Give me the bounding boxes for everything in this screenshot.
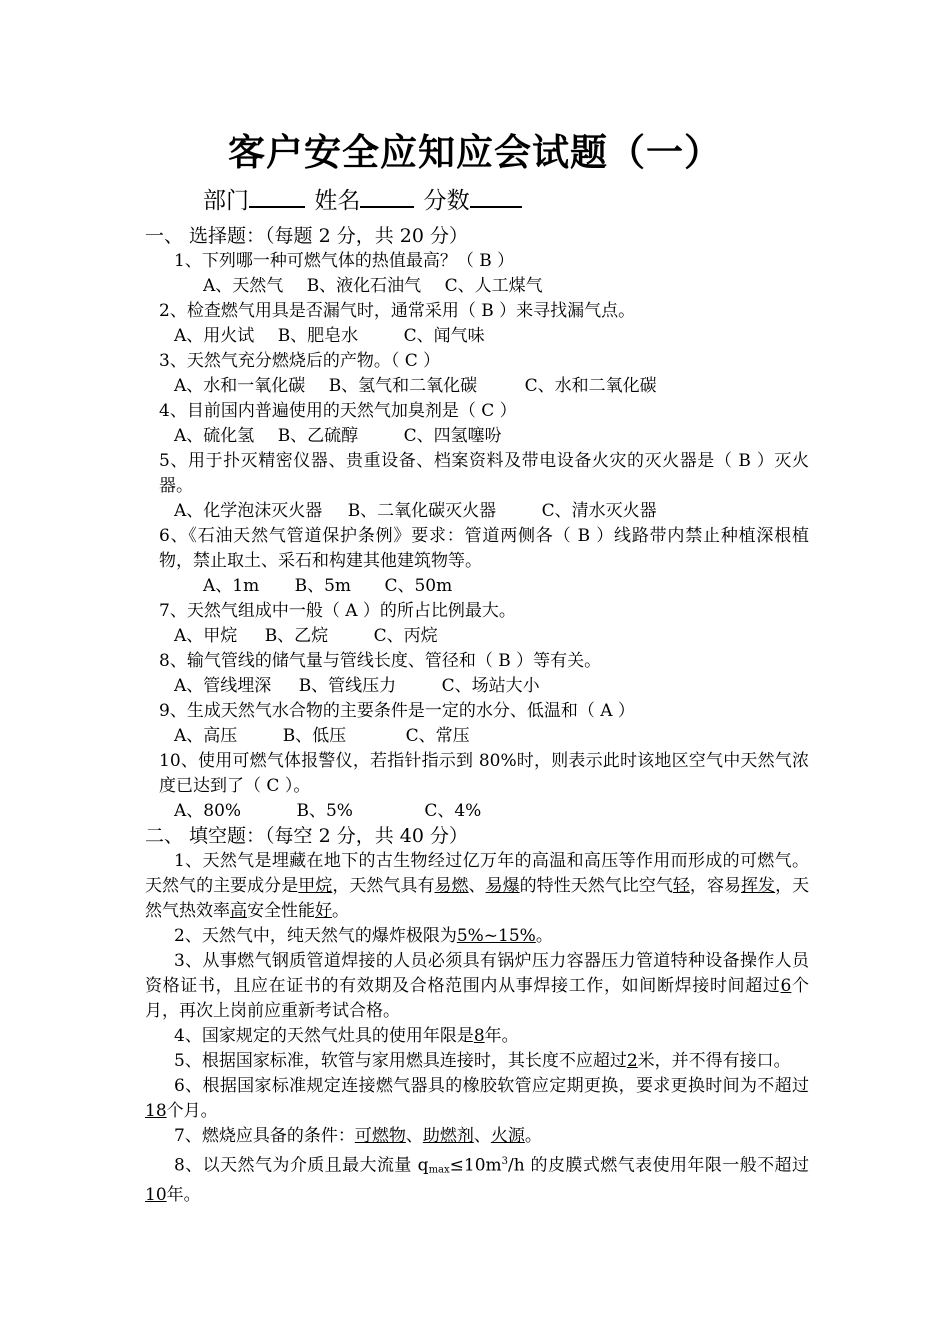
options-4 — [145, 424, 809, 449]
options-2 — [145, 324, 809, 349]
fill-question-3 — [145, 949, 809, 1024]
fill-question-6 — [145, 1074, 809, 1124]
text: 年。 — [166, 1184, 201, 1205]
option: C、丙烷 — [373, 626, 438, 646]
question-1: 1、下列哪一种可燃气体的热值最高？（ B ） — [174, 251, 515, 271]
option: A、高压 — [174, 726, 238, 746]
text: /h 的皮膜式燃气表使用年限一般不超过 — [508, 1155, 809, 1176]
text: 年。 — [484, 1026, 519, 1046]
section-heading-choice: 一、 选择题：（每题 2 分，共 20 分） — [145, 225, 468, 247]
option: A、化学泡沫灭火器 — [174, 501, 323, 521]
option: C、常压 — [405, 726, 470, 746]
options-7 — [145, 624, 809, 649]
answer-blank: 5%~15% — [456, 926, 536, 946]
text: 、 — [405, 1126, 423, 1146]
text: ≤10m — [449, 1155, 502, 1176]
text: 、 — [473, 1126, 491, 1146]
score-label: 分数 — [423, 188, 470, 214]
dept-blank[interactable] — [249, 184, 305, 208]
answer-blank: 好 — [315, 901, 332, 921]
option: A、水和一氧化碳 — [174, 376, 306, 396]
option: C、四氢噻吩 — [403, 426, 502, 446]
text: 2、天然气中，纯天然气的爆炸极限为 — [174, 926, 457, 946]
text: 。 — [524, 1126, 542, 1146]
question-3: 3、天然气充分燃烧后的产物。（ C ） — [159, 351, 441, 371]
dept-label: 部门 — [203, 188, 249, 214]
text: 个月。 — [166, 1101, 218, 1121]
text: 5、根据国家标准，软管与家用燃具连接时，其长度不应超过 — [174, 1051, 627, 1071]
section-heading-fill: 二、 填空题：（每空 2 分，共 40 分） — [145, 825, 468, 847]
option: C、闻气味 — [403, 326, 485, 346]
option: A、硫化氢 — [174, 426, 255, 446]
option: B、低压 — [282, 726, 347, 746]
answer-blank: 高 — [230, 901, 247, 921]
answer-blank: 挥发 — [741, 876, 776, 896]
page-title: 客户安全应知应会试题（一） — [228, 130, 722, 174]
answer-blank: 可燃物 — [354, 1126, 406, 1146]
subscript: max — [428, 1164, 450, 1176]
question-5: 5、用于扑灭精密仪器、贵重设备、档案资料及带电设备火灾的灭火器是（ B ）灭火器。 — [159, 451, 809, 496]
options-6 — [145, 574, 809, 599]
text: 、 — [468, 876, 486, 896]
option: B、液化石油气 — [306, 276, 422, 296]
option: C、水和二氧化碳 — [524, 376, 657, 396]
answer-blank: 助燃剂 — [422, 1126, 474, 1146]
answer-blank: 8 — [473, 1026, 485, 1046]
options-8 — [145, 674, 809, 699]
question-10: 10、使用可燃气体报警仪，若指针指示到 80%时，则表示此时该地区空气中天然气浓度已达到了（ C ）。 — [159, 751, 809, 796]
options-9 — [145, 724, 809, 749]
text: 8、以天然气为介质且最大流量 q — [174, 1155, 429, 1176]
fill-question-1 — [145, 849, 809, 924]
option: B、管线压力 — [298, 676, 397, 696]
text: 。 — [332, 901, 349, 921]
text: 7、燃烧应具备的条件： — [174, 1126, 355, 1146]
answer-blank: 轻 — [672, 876, 690, 896]
text: 米，并不得有接口。 — [637, 1051, 791, 1071]
answer-blank: 2 — [626, 1051, 638, 1071]
fill-question-2 — [145, 924, 809, 949]
fill-question-8 — [145, 1149, 809, 1208]
text: 3、从事燃气钢质管道焊接的人员必须具有锅炉压力容器压力管道特种设备操作人员资格证书，且应在证书的有效期及合格范围内从事焊接工作，如间断焊接时间超过 — [145, 951, 809, 996]
option: B、乙硫醇 — [277, 426, 359, 446]
option: B、氢气和二氧化碳 — [328, 376, 478, 396]
answer-blank: 甲烷 — [298, 876, 333, 896]
text: 4、国家规定的天然气灶具的使用年限是 — [174, 1026, 474, 1046]
text: 。 — [535, 926, 553, 946]
header-fields — [203, 184, 524, 217]
question-2: 2、检查燃气用具是否漏气时，通常采用（ B ）来寻找漏气点。 — [159, 301, 636, 321]
options-5 — [145, 499, 809, 524]
text: 6、根据国家标准规定连接燃气器具的橡胶软管应定期更换，要求更换时间为不超过 — [174, 1076, 809, 1096]
fill-question-7 — [145, 1124, 809, 1149]
question-4: 4、目前国内普遍使用的天然气加臭剂是（ C ） — [159, 401, 517, 421]
option: B、肥皂水 — [277, 326, 359, 346]
text: 1、天然气是埋藏在地下的古生物经过亿万年的高温和高压等作用而形成的可燃气。天然气的主要成分是 — [145, 851, 809, 896]
exam-content — [145, 224, 809, 1208]
text: ，容易 — [689, 876, 742, 896]
score-blank[interactable] — [470, 184, 522, 208]
option: A、1m — [203, 576, 260, 596]
option: C、人工煤气 — [444, 276, 543, 296]
option: B、乙烷 — [264, 626, 329, 646]
answer-blank: 18 — [145, 1101, 167, 1121]
options-10 — [145, 799, 809, 824]
text: 的特性天然气比空气 — [519, 876, 673, 896]
question-9: 9、生成天然气水合物的主要条件是一定的水分、低温和（ A ） — [159, 701, 635, 721]
option: B、5% — [296, 801, 353, 821]
text: ，天然气热效率 — [145, 876, 810, 921]
option: C、场站大小 — [441, 676, 540, 696]
text: 安全性能 — [247, 901, 315, 921]
question-7: 7、天然气组成中一般（ A ）的所占比例最大。 — [159, 601, 516, 621]
option: A、管线埋深 — [174, 676, 272, 696]
name-label: 姓名 — [314, 188, 361, 214]
text: ，天然气具有 — [332, 876, 435, 896]
answer-blank: 火源 — [490, 1126, 525, 1146]
option: C、4% — [424, 801, 482, 821]
text: 个月，再次上岗前应重新考试合格。 — [145, 976, 810, 1021]
answer-blank: 10 — [145, 1184, 167, 1205]
option: B、5m — [294, 576, 352, 596]
option: A、天然气 — [203, 276, 284, 296]
superscript: 3 — [501, 1156, 509, 1167]
option: A、80% — [174, 801, 242, 821]
answer-blank: 6 — [780, 976, 792, 996]
question-8: 8、输气管线的储气量与管线长度、管径和（ B ）等有关。 — [159, 651, 602, 671]
option: C、清水灭火器 — [541, 501, 657, 521]
options-1 — [145, 274, 809, 299]
question-6: 6、《石油天然气管道保护条例》要求：管道两侧各（ B ）线路带内禁止种植深根植物，禁止取土、采石和构建其他建筑物等。 — [159, 526, 809, 571]
answer-blank: 易爆 — [485, 876, 520, 896]
fill-question-4 — [145, 1024, 809, 1049]
answer-blank: 易燃 — [434, 876, 469, 896]
options-3 — [145, 374, 809, 399]
option: A、用火试 — [174, 326, 255, 346]
option: A、甲烷 — [174, 626, 238, 646]
fill-question-5 — [145, 1049, 809, 1074]
name-blank[interactable] — [360, 184, 414, 208]
option: B、二氧化碳灭火器 — [347, 501, 497, 521]
option: C、50m — [384, 576, 453, 596]
